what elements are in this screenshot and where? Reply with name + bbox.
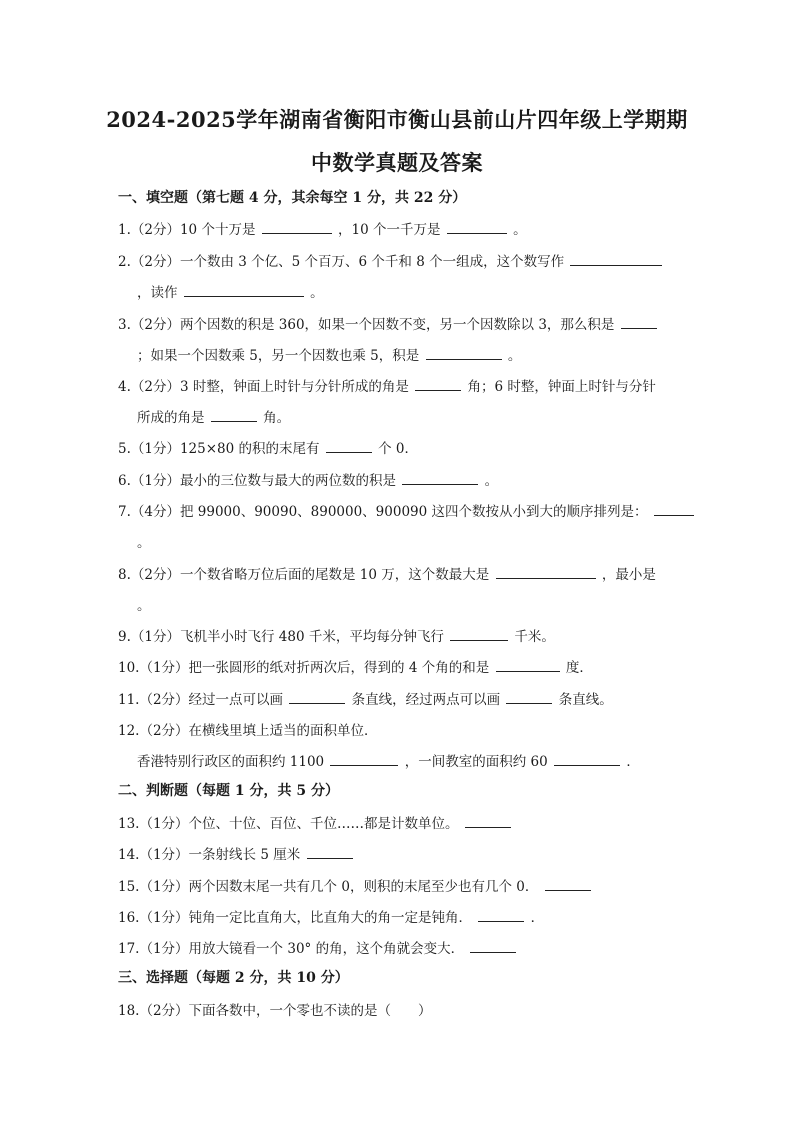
answer-blank (415, 376, 461, 391)
section-heading-true-false: 二、判断题（每题 1 分，共 5 分） (118, 783, 339, 799)
answer-blank (450, 626, 508, 641)
question-text: 。 (310, 285, 324, 301)
answer-blank (496, 564, 596, 579)
question-text: 角；6 时整，钟面上时针与分针 (467, 379, 656, 395)
question-text: 16.（1分）钝角一定比直角大，比直角大的角一定是钝角． (118, 910, 473, 926)
question-15 (118, 875, 593, 895)
question-text: 5.（1分）125×80 的积的末尾有 (118, 441, 320, 457)
answer-blank (470, 938, 516, 953)
page-title-line-1: 2024-2025学年湖南省衡阳市衡山县前山片四年级上学期期 (106, 107, 688, 132)
question-7 (118, 500, 696, 520)
question-16 (118, 906, 544, 926)
question-text: 1.（2分）10 个十万是 (118, 222, 256, 238)
answer-blank (211, 407, 257, 422)
question-1 (118, 218, 527, 238)
question-text: 14.（1分）一条射线长 5 厘米 (118, 847, 301, 863)
question-18 (118, 999, 432, 1019)
question-3-continued (137, 344, 521, 364)
question-text: ，读作 (137, 285, 178, 301)
question-text: 18.（2分）下面各数中，一个零也不读的是（ ） (118, 1003, 432, 1019)
question-text: ． (626, 754, 640, 770)
answer-blank (307, 844, 353, 859)
question-text: 4.（2分）3 时整，钟面上时针与分针所成的角是 (118, 379, 409, 395)
answer-blank (184, 282, 304, 297)
question-text: 9.（1分）飞机半小时飞行 480 千米，平均每分钟飞行 (118, 629, 444, 645)
question-3 (118, 313, 659, 333)
answer-blank (654, 501, 694, 516)
question-7-continued (137, 531, 151, 551)
answer-blank (262, 219, 332, 234)
question-6 (118, 469, 498, 489)
question-text: 13.（1分）个位、十位、百位、千位……都是计数单位。 (118, 816, 459, 832)
question-text: 个 0． (378, 441, 419, 457)
question-12 (118, 719, 378, 739)
answer-blank (545, 876, 591, 891)
question-text: 条直线，经过两点可以画 (351, 692, 501, 708)
question-4 (118, 375, 656, 395)
section-heading-multiple-choice: 三、选择题（每题 2 分，共 10 分） (118, 970, 349, 986)
question-5 (118, 437, 418, 457)
question-text: 8.（2分）一个数省略万位后面的尾数是 10 万，这个数最大是 (118, 567, 490, 583)
question-14 (118, 843, 355, 863)
question-9 (118, 625, 555, 645)
answer-blank (506, 689, 552, 704)
question-text: 。 (137, 535, 151, 551)
question-text: 17.（1分）用放大镜看一个 30° 的角，这个角就会变大． (118, 941, 465, 957)
question-2 (118, 250, 664, 270)
question-text: 。 (484, 473, 499, 489)
question-2-continued (137, 281, 324, 301)
answer-blank (326, 438, 372, 453)
question-text: ，10 个一千万是 (338, 222, 441, 238)
answer-blank (426, 345, 502, 360)
question-text: 10.（1分）把一张圆形的纸对折两次后，得到的 4 个角的和是 (118, 660, 490, 676)
question-text: 6.（1分）最小的三位数与最大的两位数的积是 (118, 473, 396, 489)
question-8 (118, 563, 656, 583)
question-text: 香港特别行政区的面积约 1100 (137, 754, 325, 770)
question-10 (118, 656, 593, 676)
question-text: 所成的角是 (137, 410, 205, 426)
question-text: 15.（1分）两个因数末尾一共有几个 0，则积的末尾至少也有几个 0． (118, 879, 539, 895)
question-text: 。 (507, 348, 522, 364)
question-12-continued (137, 750, 640, 770)
answer-blank (402, 470, 478, 485)
question-8-continued (137, 594, 151, 614)
section-heading-fill-in: 一、填空题（第七题 4 分，其余每空 1 分，共 22 分） (118, 190, 467, 206)
answer-blank (496, 657, 560, 672)
question-4-continued (137, 406, 290, 426)
question-text: ；如果一个因数乘 5，另一个因数也乘 5，积是 (137, 348, 420, 364)
question-text: ，最小是 (601, 567, 656, 583)
question-text: 。 (513, 222, 527, 238)
question-text: 3.（2分）两个因数的积是 360，如果一个因数不变，另一个因数除以 3，那么积是 (118, 317, 615, 333)
answer-blank (570, 251, 662, 266)
answer-blank (465, 813, 511, 828)
answer-blank (621, 314, 657, 329)
answer-blank (330, 751, 398, 766)
question-13 (118, 812, 513, 832)
page-title-line-2: 中数学真题及答案 (311, 150, 483, 175)
question-text: 7.（4分）把 99000、90090、890000、900090 这四个数按从小到大的顺序排列是： (118, 504, 648, 520)
question-text: 11.（2分）经过一点可以画 (118, 692, 284, 708)
answer-blank (447, 219, 507, 234)
question-17 (118, 937, 518, 957)
answer-blank (554, 751, 620, 766)
question-text: 千米。 (514, 629, 555, 645)
question-text: 。 (137, 598, 151, 614)
question-text: 角。 (263, 410, 291, 426)
question-text: ，一间教室的面积约 60 (404, 754, 548, 770)
question-text: 2.（2分）一个数由 3 个亿、5 个百万、6 个千和 8 个一组成，这个数写作 (118, 254, 565, 270)
question-text: 度． (565, 660, 593, 676)
question-11 (118, 688, 613, 708)
question-text: ． (530, 910, 545, 926)
question-text: 12.（2分）在横线里填上适当的面积单位． (118, 723, 378, 739)
answer-blank (478, 907, 524, 922)
answer-blank (289, 689, 345, 704)
question-text: 条直线。 (558, 692, 613, 708)
